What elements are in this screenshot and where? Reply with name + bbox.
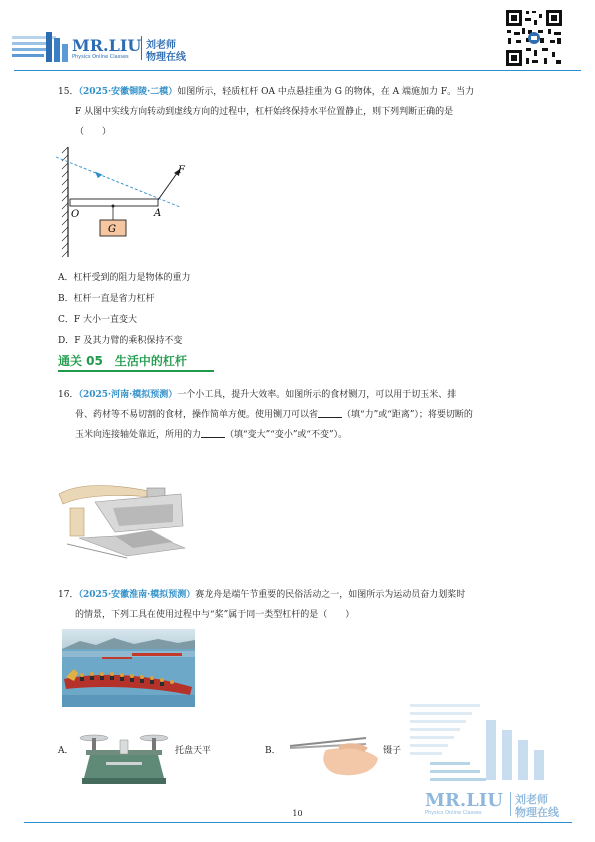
question-17-line-1 bbox=[58, 585, 563, 605]
question-text: 赛龙舟是端午节重要的民俗活动之一，如图所示为运动员奋力划桨时 bbox=[195, 590, 466, 600]
question-text: 一个小工具，提升大效率。如图所示的食材铡刀，可以用于切玉米、排 bbox=[177, 390, 457, 400]
question-15-paren: （ ） bbox=[75, 127, 112, 137]
option-B: B．杠杆一直是省力杠杆 bbox=[58, 294, 155, 304]
option-A-text: 托盘天平 bbox=[175, 746, 212, 756]
question-source: （2025·安徽铜陵·二模） bbox=[78, 87, 178, 97]
question-15-line-2: F 从图中实线方向转动到虚线方向的过程中，杠杆始终保持水平位置静止，则下列判断正确的是 bbox=[75, 107, 454, 117]
option-B-label: B． bbox=[265, 746, 281, 756]
question-text: 如图所示，轻质杠杆 OA 中点悬挂重为 G 的物体，在 A 端施加力 F。当力 bbox=[177, 87, 475, 97]
answer-blank-1[interactable] bbox=[318, 408, 342, 418]
question-16-line-2: 骨、药材等不易切割的食材，操作简单方便。使用铡刀可以省 （填“力”或“距离”）；将要切断的 bbox=[75, 410, 473, 420]
page-number: 10 bbox=[292, 809, 303, 818]
brand-subtitle-en: Physics Online Classes bbox=[72, 54, 129, 60]
label-G: G bbox=[108, 224, 116, 235]
brand-name-en: MR.LIU bbox=[72, 36, 142, 55]
balance-scale-image bbox=[76, 722, 172, 786]
footer-brand-en: MR.LIU bbox=[425, 790, 503, 811]
footer-brand-cn-1: 刘老师 bbox=[515, 793, 548, 806]
question-source: （2025·安徽淮南·模拟预测） bbox=[78, 590, 196, 600]
question-number: 16． bbox=[58, 390, 79, 400]
answer-blank-2[interactable] bbox=[201, 428, 225, 438]
question-number: 15． bbox=[58, 87, 79, 97]
dragon-boat-photo bbox=[62, 629, 195, 707]
section-title: 通关 05 生活中的杠杆 bbox=[58, 354, 187, 368]
option-A-label: A． bbox=[58, 746, 74, 756]
food-cutter-image bbox=[55, 478, 195, 563]
tweezers-image bbox=[286, 728, 382, 780]
question-16-line-3: 玉米向连接轴处靠近，所用的力 （填“变大”“变小”或“不变”）。 bbox=[75, 430, 348, 440]
question-15-line-1 bbox=[58, 82, 563, 102]
option-C: C．F 大小一直变大 bbox=[58, 315, 137, 325]
footer-brand-cn-2: 物理在线 bbox=[515, 806, 559, 819]
section-underline bbox=[58, 370, 214, 372]
label-A: A bbox=[154, 208, 162, 219]
footer-brand-sub-en: Physics Online Classes bbox=[425, 810, 482, 816]
option-D: D．F 及其力臂的乘积保持不变 bbox=[58, 336, 183, 346]
lever-diagram bbox=[50, 145, 190, 265]
header-rule bbox=[14, 70, 581, 71]
label-F: F bbox=[178, 165, 185, 176]
question-number: 17． bbox=[58, 590, 79, 600]
brand-name-cn-2: 物理在线 bbox=[146, 52, 186, 63]
question-16-line-1 bbox=[58, 385, 563, 405]
qr-code-icon bbox=[504, 8, 564, 68]
brand-logo-icon bbox=[10, 30, 70, 66]
label-O: O bbox=[71, 209, 80, 220]
watermark-logo-icon bbox=[410, 700, 580, 790]
brand-divider bbox=[141, 36, 142, 60]
brand-name-cn-1: 刘老师 bbox=[146, 40, 176, 51]
question-17-line-2: 的情景，下列工具在使用过程中与“桨”属于同一类型杠杆的是（ ） bbox=[75, 610, 355, 620]
footer-rule bbox=[24, 822, 572, 823]
option-A: A．杠杆受到的阻力是物体的重力 bbox=[58, 273, 191, 283]
option-B-text: 镊子 bbox=[383, 746, 402, 756]
question-source: （2025·河南·模拟预测） bbox=[78, 390, 178, 400]
